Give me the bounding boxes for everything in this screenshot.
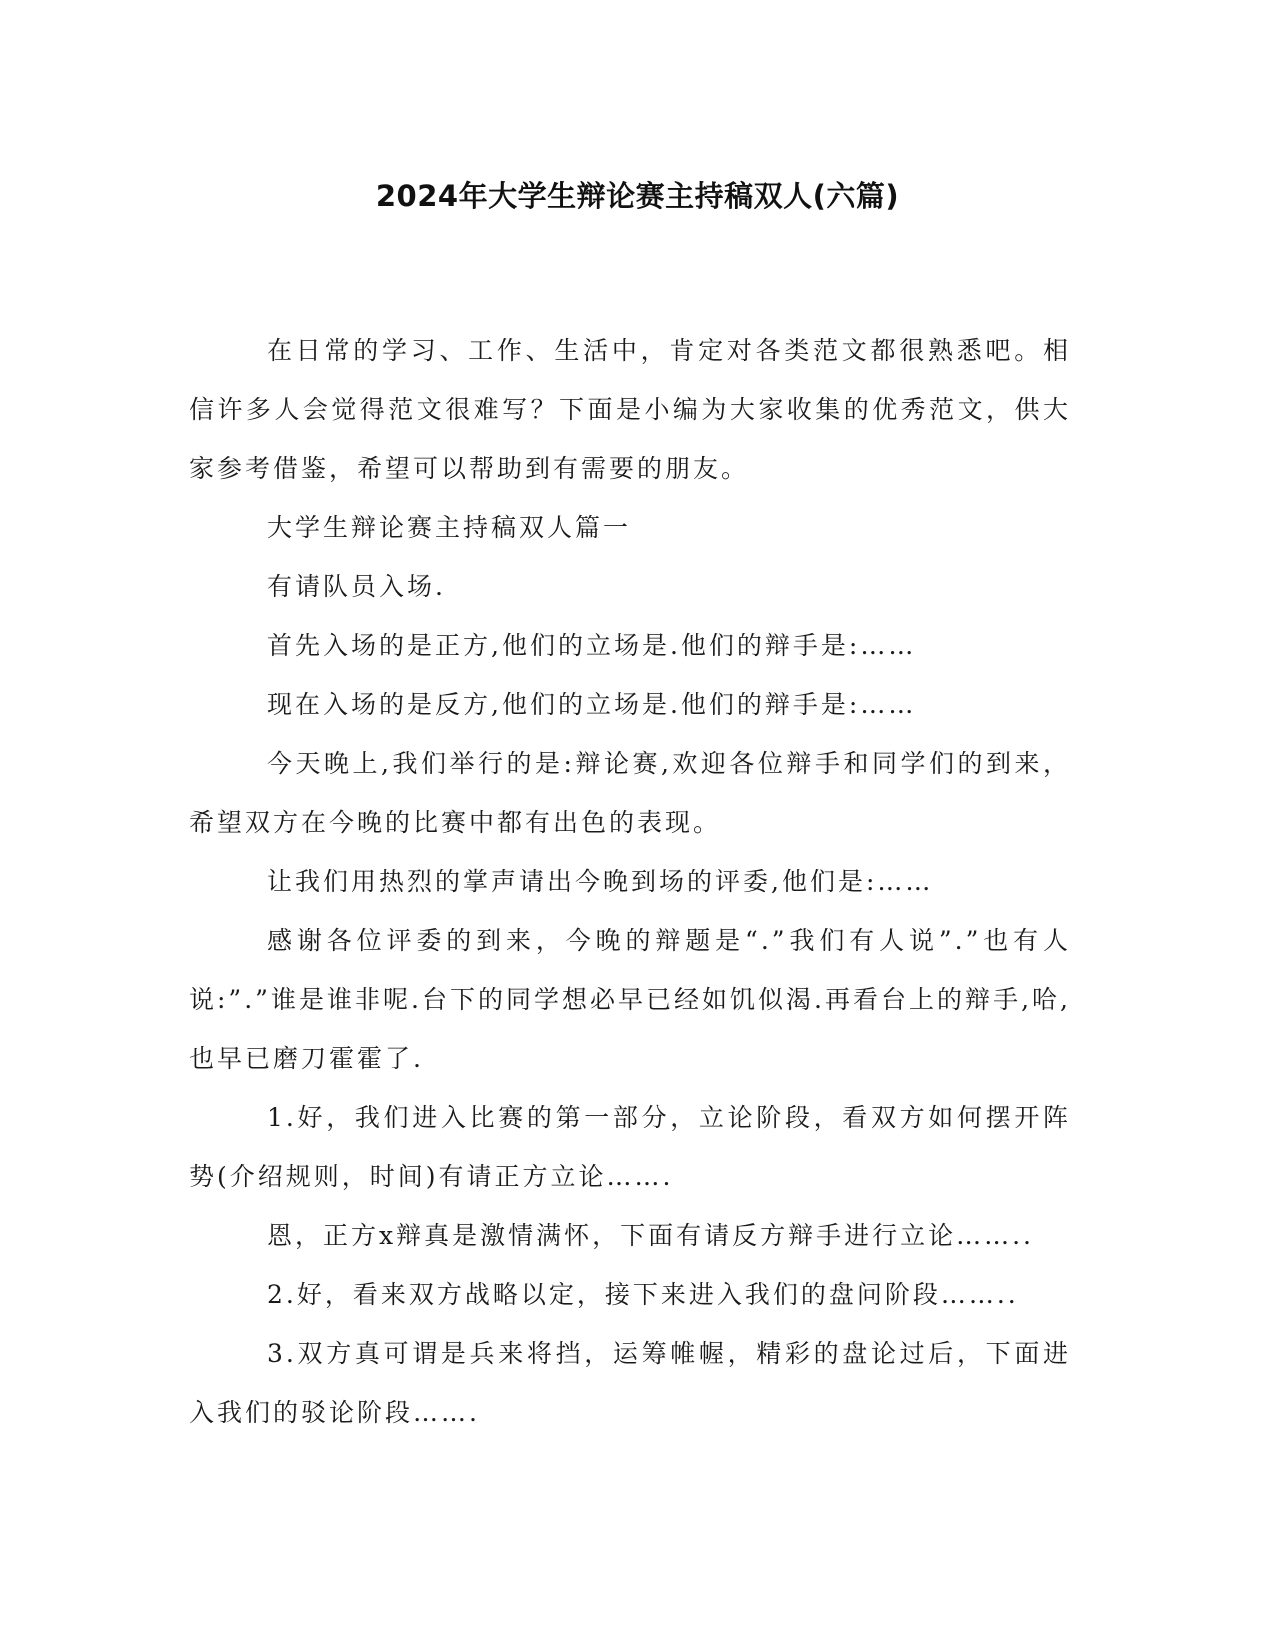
document-body: [189, 321, 1071, 1442]
paragraph: 2.好，看来双方战略以定，接下来进入我们的盘问阶段……..: [267, 1280, 1019, 1309]
section-heading: 大学生辩论赛主持稿双人篇一: [267, 513, 632, 542]
paragraph: 恩，正方x辩真是激情满怀，下面有请反方辩手进行立论……..: [267, 1221, 1034, 1250]
paragraph-intro: 在日常的学习、工作、生活中，肯定对各类范文都很熟悉吧。相信许多人会觉得范文很难写？下面是小编为大家收集的优秀范文，供大家参考借鉴，希望可以帮助到有需要的朋友。: [189, 336, 1071, 483]
paragraph: 首先入场的是正方,他们的立场是.他们的辩手是:……: [267, 631, 917, 660]
paragraph: 今天晚上,我们举行的是:辩论赛,欢迎各位辩手和同学们的到来，希望双方在今晚的比赛中都有出色的表现。: [189, 749, 1071, 837]
paragraph: 有请队员入场.: [267, 572, 446, 601]
paragraph: 感谢各位评委的到来，今晚的辩题是“.”我们有人说”.”也有人说:”.”谁是谁非呢.台下的同学想必早已经如饥似渴.再看台上的辩手,哈,也早已磨刀霍霍了.: [189, 926, 1071, 1073]
paragraph: 现在入场的是反方,他们的立场是.他们的辩手是:……: [267, 690, 917, 719]
paragraph: 让我们用热烈的掌声请出今晚到场的评委,他们是:……: [267, 867, 934, 896]
paragraph: 1.好，我们进入比赛的第一部分，立论阶段，看双方如何摆开阵势(介绍规则，时间)有请正方立论…….: [189, 1103, 1071, 1191]
document-title: 2024年大学生辩论赛主持稿双人(六篇): [375, 179, 900, 213]
paragraph: 3.双方真可谓是兵来将挡，运筹帷幄，精彩的盘论过后，下面进入我们的驳论阶段…….: [189, 1339, 1071, 1427]
